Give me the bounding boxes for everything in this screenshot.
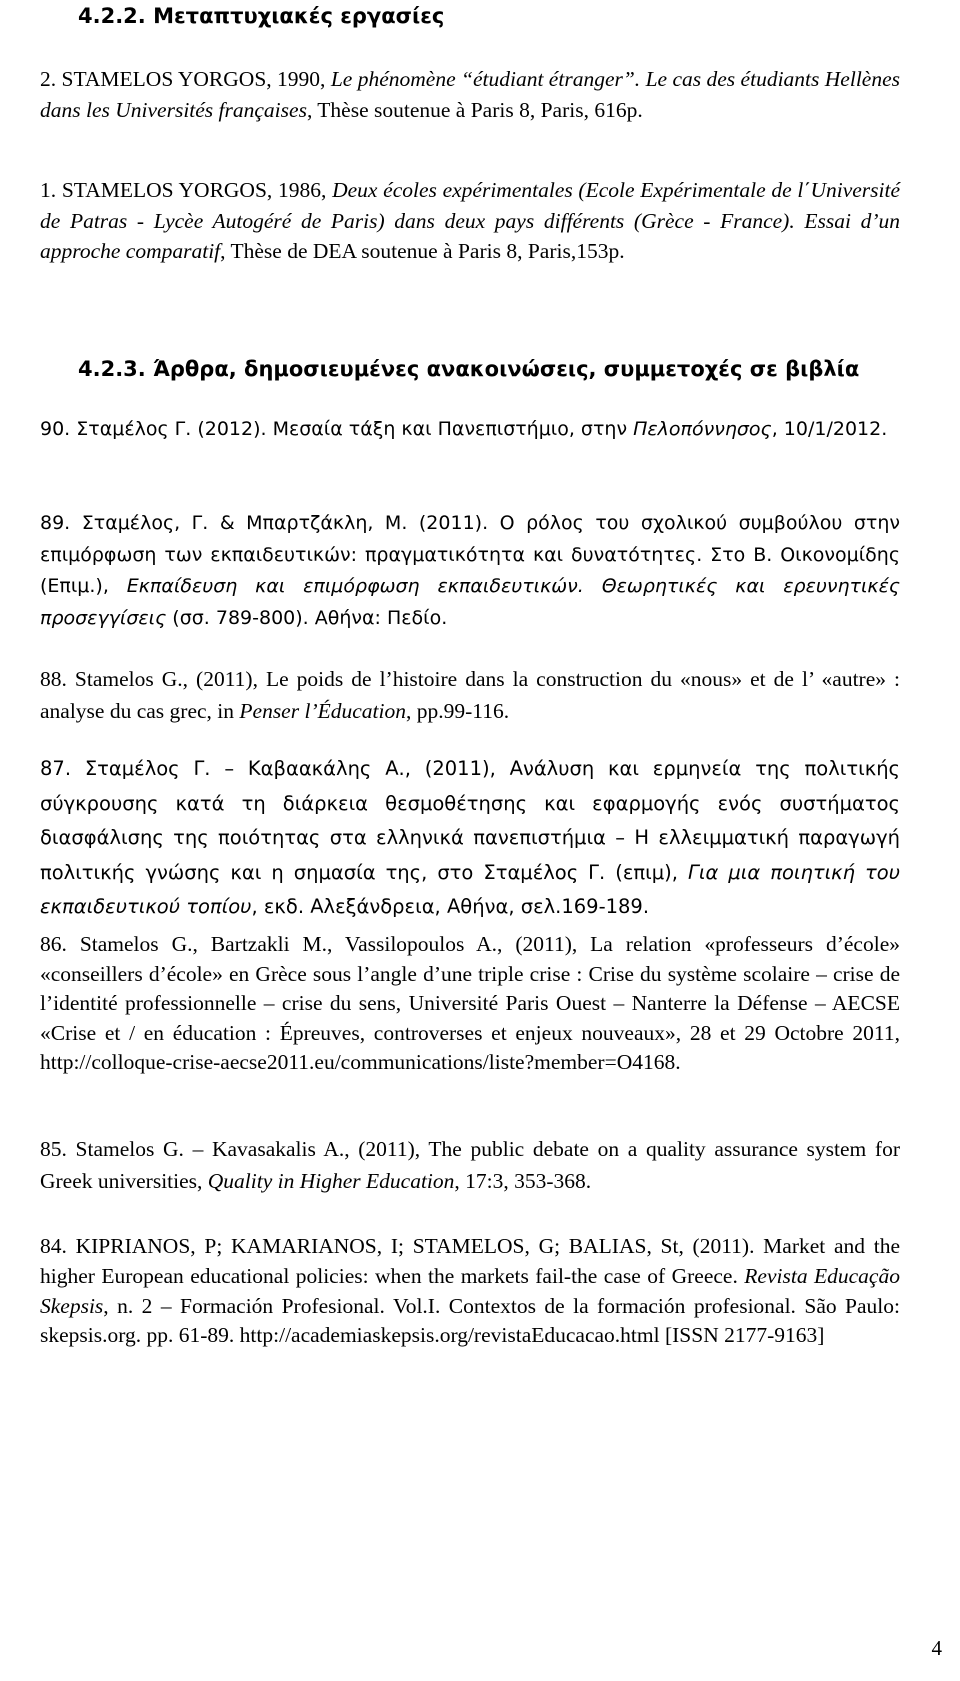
publication-entry: 90. Σταμέλος Γ. (2012). Μεσαία τάξη και Πανεπιστήμιο, στην Πελοπόννησος, 10/1/2012. (40, 418, 888, 440)
publication-entry: 89. Σταμέλος, Γ. & Μπαρτζάκλη, Μ. (2011). Ο ρόλος του σχολικού συμβούλου στην επιμόρφωση των εκπαιδευτικών: πραγματικότητα και δυνατότητες. Στο Β. Οικονομίδης (Επιμ.), Εκπαίδευση και επιμόρφωση εκπαιδευτικών. Θεωρητικές και ερευνητικές προσεγγίσεις (σσ. 789-800). Αθήνα: Πεδίο. (40, 512, 901, 629)
section-heading-postgrad: 4.2.2. Μεταπτυχιακές εργασίες (78, 4, 445, 28)
publication-entry: 84. KIPRIANOS, P; KAMARIANOS, I; STAMELOS, G; BALIAS, St, (2011). Market and the higher European educational policies: when the markets fail-the case of Greece. Revista Educação Skepsis, n. 2 – Formación Profesional. Vol.I. Contextos de la formación profesional. São Paulo: skepsis.org. pp. 61-89. http://academiaskepsis.org/revistaEducacao.html [ISSN 2177-9163] (40, 1234, 901, 1348)
publication-entry: 87. Σταμέλος Γ. – Καβαακάλης Α., (2011), Ανάλυση και ερμηνεία της πολιτικής σύγκρουσης κατά τη διάρκεια θεσμοθέτησης και εφαρμογής ενός συστήματος διασφάλισης της ποιότητας στα ελληνικά πανεπιστήμια – Η ελλειμματική παραγωγή πολιτικής γνώσης και η σημασία της, στο Σταμέλος Γ. (επιμ), Για μια ποιητική του εκπαιδευτικού τοπίου, εκδ. Αλεξάνδρεια, Αθήνα, σελ.169-189. (40, 757, 900, 918)
section-heading-articles: 4.2.3. Άρθρα, δημοσιευμένες ανακοινώσεις, συμμετοχές σε βιβλία (78, 357, 860, 381)
publication-entry: 86. Stamelos G., Bartzakli M., Vassilopoulos A., (2011), La relation «professeurs d’école» «conseillers d’école» en Grèce sous l’angle d’une triple crise : Crise du système scolaire – crise de l’identité professionnelle – crise du sens, Université Paris Ouest – Nanterre la Défense – AECSE «Crise et / en éducation : Épreuves, controverses et enjeux nouveaux», 28 et 29 Octobre 2011, http://colloque-crise-aecse2011.eu/communications/liste?member=O4168. (40, 932, 900, 1074)
page-number: 4 (931, 1636, 942, 1660)
publication-entry: 85. Stamelos G. – Kavasakalis A., (2011), The public debate on a quality assurance system for Greek universities, Quality in Higher Education, 17:3, 353-368. (40, 1137, 900, 1193)
thesis-entry: 2. STAMELOS YORGOS, 1990, Le phénomène “étudiant étranger”. Le cas des étudiants Hellènes dans les Universités françaises, Thèse soutenue à Paris 8, Paris, 616p. (40, 67, 900, 122)
thesis-entry: 1. STAMELOS YORGOS, 1986, Deux écoles expérimentales (Ecole Expérimentale de l΄Université de Patras - Lycèe Autogéré de Paris) dans deux pays différents (Grèce - France). Essai d’un approche comparatif, Thèse de DEA soutenue à Paris 8, Paris,153p. (40, 178, 901, 263)
publication-entry: 88. Stamelos G., (2011), Le poids de l’histoire dans la construction du «nous» et de l’ «autre» : analyse du cas grec, in Penser l’Éducation, pp.99-116. (40, 667, 900, 723)
